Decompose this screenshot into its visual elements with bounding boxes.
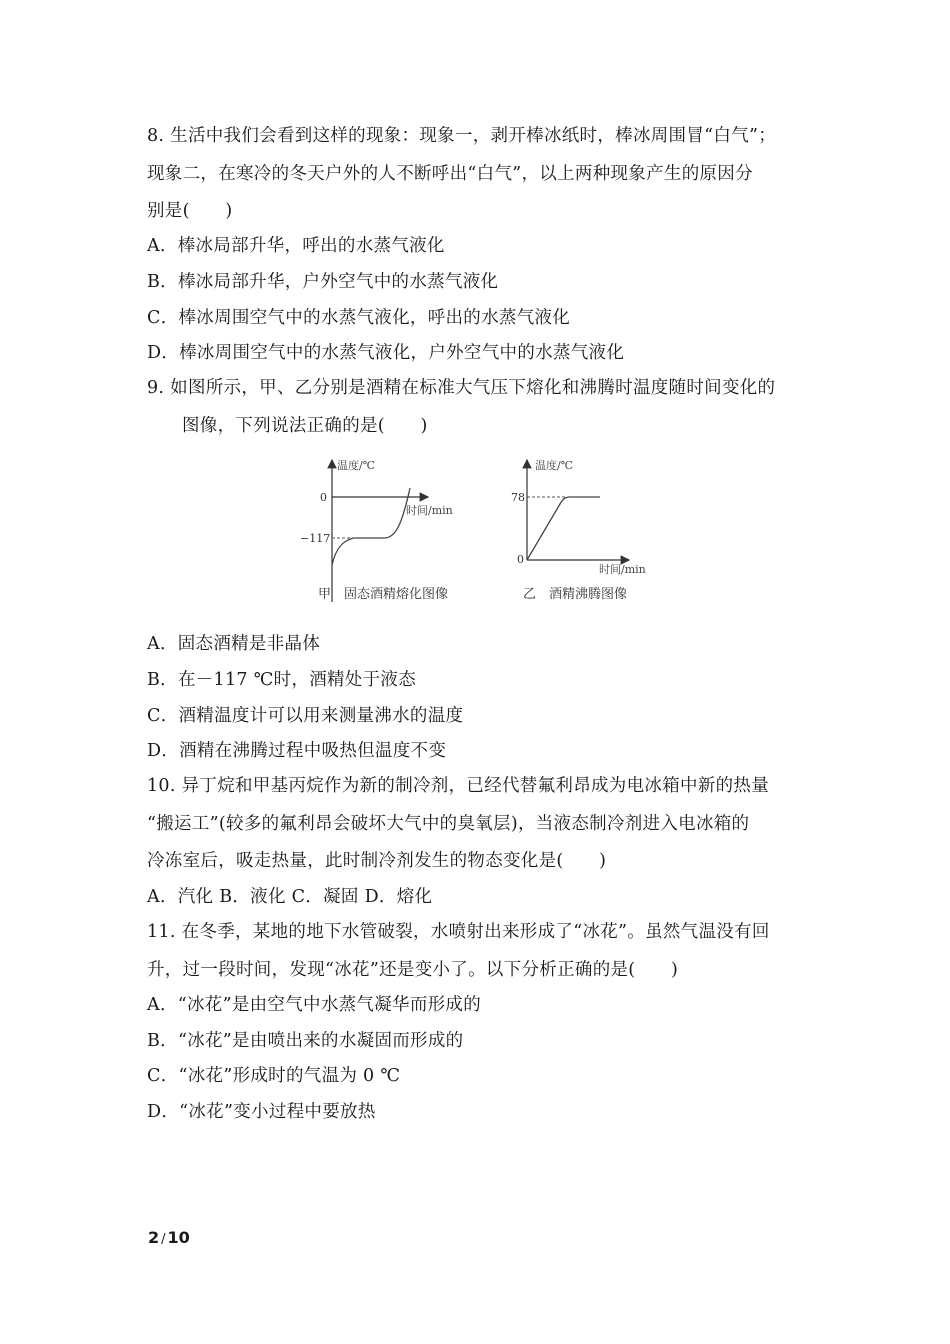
page-number: [148, 1228, 190, 1247]
jia-y-label: 温度/℃: [337, 459, 376, 472]
jia-ytick-0: 0: [320, 491, 327, 504]
q8-stem-line-2: 现象二，在寒冷的冬天户外的人不断呼出“白气”，以上两种现象产生的原因分: [147, 164, 753, 184]
q8-option-b: B．棒冰局部升华，户外空气中的水蒸气液化: [147, 272, 499, 292]
q8-option-d: D．棒冰周围空气中的水蒸气液化，户外空气中的水蒸气液化: [147, 343, 625, 363]
q10-options: A．汽化 B．液化 C．凝固 D．熔化: [147, 887, 433, 907]
q10-stem-line-3: 冷冻室后，吸走热量，此时制冷剂发生的物态变化是( ): [147, 851, 607, 871]
q10-stem-line-1: 10. 异丁烷和甲基丙烷作为新的制冷剂，已经代替氟利昂成为电冰箱中新的热量: [147, 776, 769, 796]
q9-option-d: D．酒精在沸腾过程中吸热但温度不变: [147, 741, 447, 761]
jia-curve: [332, 488, 410, 565]
q9-option-b: B．在－117 ℃时，酒精处于液态: [147, 670, 417, 690]
chart-jia: [300, 458, 453, 602]
q10-stem-line-2: “搬运工”(较多的氟利昂会破坏大气中的臭氧层)，当液态制冷剂进入电冰箱的: [147, 814, 750, 834]
yi-caption: 乙 酒精沸腾图像: [523, 587, 628, 602]
page-current: 2: [148, 1228, 160, 1247]
jia-caption: 甲 固态酒精熔化图像: [318, 587, 449, 602]
q8-stem-line-1: 8. 生活中我们会看到这样的现象：现象一，剥开棒冰纸时，棒冰周围冒“白气”；: [147, 126, 777, 146]
chart-yi: [511, 458, 646, 602]
yi-curve: [527, 497, 600, 560]
q8-option-c: C．棒冰周围空气中的水蒸气液化，呼出的水蒸气液化: [147, 308, 571, 328]
q8-option-a: A．棒冰局部升华，呼出的水蒸气液化: [147, 236, 445, 256]
q9-option-a: A．固态酒精是非晶体: [147, 634, 321, 654]
yi-x-label: 时间/min: [599, 563, 646, 576]
q11-stem-line-1: 11. 在冬季，某地的地下水管破裂，水喷射出来形成了“冰花”。虽然气温没有回: [147, 922, 770, 942]
yi-y-label: 温度/℃: [535, 459, 574, 472]
q9-figure: [296, 452, 656, 612]
q11-option-d: D．“冰花”变小过程中要放热: [147, 1102, 376, 1122]
q11-option-b: B．“冰花”是由喷出来的水凝固而形成的: [147, 1031, 464, 1051]
jia-x-label: 时间/min: [406, 504, 453, 517]
page-separator: /: [161, 1232, 166, 1247]
jia-ytick-117: −117: [300, 532, 331, 545]
q9-option-c: C．酒精温度计可以用来测量沸水的温度: [147, 706, 464, 726]
q11-stem-line-2: 升，过一段时间，发现“冰花”还是变小了。以下分析正确的是( ): [147, 960, 679, 980]
page-total: 10: [167, 1228, 190, 1247]
q8-stem-line-3: 别是( ): [147, 201, 233, 221]
q9-stem-line-2: 图像，下列说法正确的是( ): [182, 416, 428, 436]
q9-stem-line-1: 9. 如图所示，甲、乙分别是酒精在标准大气压下熔化和沸腾时温度随时间变化的: [147, 378, 776, 398]
q11-option-c: C．“冰花”形成时的气温为 0 ℃: [147, 1066, 401, 1086]
yi-ytick-78: 78: [511, 491, 525, 504]
q11-option-a: A．“冰花”是由空气中水蒸气凝华而形成的: [147, 995, 482, 1015]
yi-ytick-0: 0: [517, 553, 524, 566]
q9-charts-svg: [296, 452, 656, 612]
